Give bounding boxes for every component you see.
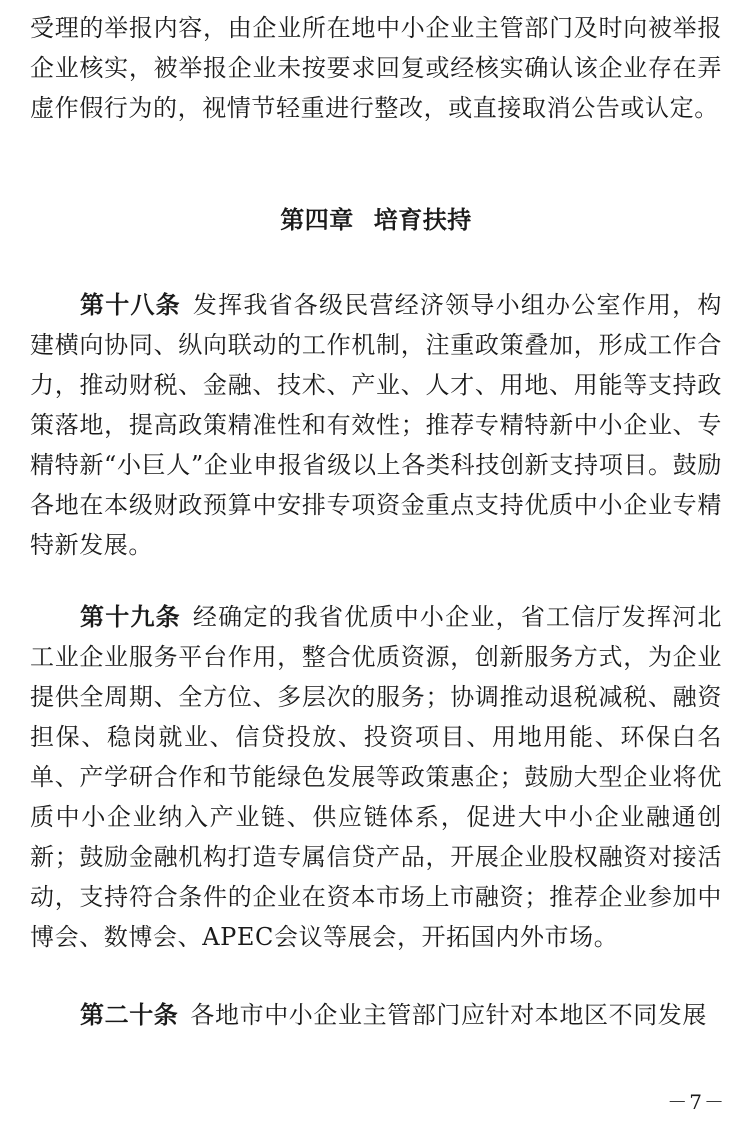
chapter-heading — [0, 200, 752, 240]
page-number: －7－ — [667, 1090, 726, 1114]
intro-paragraph: 受理的举报内容，由企业所在地中小企业主管部门及时向被举报企业核实，被举报企业未按要求回复或经核实确认该企业存在弄虚作假行为的，视情节轻重进行整改，或直接取消公告或认定。 — [30, 14, 722, 122]
article-20-text: 各地市中小企业主管部门应针对本地区不同发展 — [190, 1001, 708, 1029]
chapter-number: 第四章 — [280, 206, 354, 234]
article-18-text: 发挥我省各级民营经济领导小组办公室作用，构建横向协同、纵向联动的工作机制，注重政策叠加，形成工作合力，推动财税、金融、技术、产业、人才、用地、用能等支持政策落地，提高政策精准性和有效性；推荐专精特新中小企业、专精特新“小巨人”企业申报省级以上各类科技创新支持项目。鼓励各地在本级财政预算中安排专项资金重点支持优质中小企业专精特新发展。 — [30, 291, 722, 559]
article-20-label: 第二十条 — [80, 1001, 179, 1029]
article-19-label: 第十九条 — [80, 603, 181, 631]
article-19-text: 经确定的我省优质中小企业，省工信厅发挥河北工业企业服务平台作用，整合优质资源，创新服务方式，为企业提供全周期、全方位、多层次的服务；协调推动退税减税、融资担保、稳岗就业、信贷投放、投资项目、用地用能、环保白名单、产学研合作和节能绿色发展等政策惠企；鼓励大型企业将优质中小企业纳入产业链、供应链体系，促进大中小企业融通创新；鼓励金融机构打造专属信贷产品，开展企业股权融资对接活动，支持符合条件的企业在资本市场上市融资；推荐企业参加中博会、数博会、APEC会议等展会，开拓国内外市场。 — [30, 603, 722, 951]
article-19-paragraph — [30, 597, 722, 957]
article-18-paragraph — [30, 285, 722, 565]
article-20-paragraph — [30, 995, 722, 1035]
chapter-title: 培育扶持 — [373, 206, 472, 234]
article-18-label: 第十八条 — [80, 291, 181, 319]
